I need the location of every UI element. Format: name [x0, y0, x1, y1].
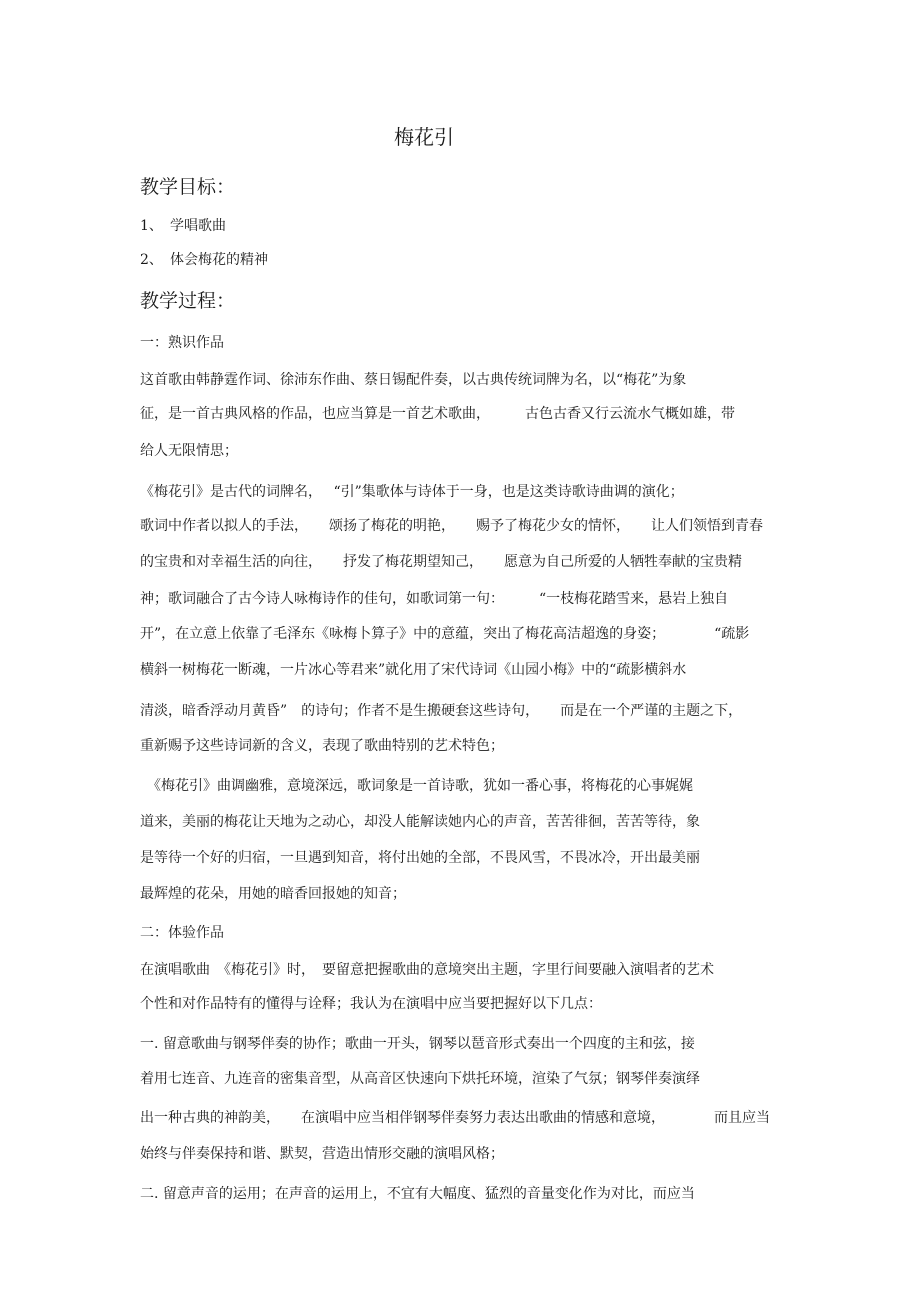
paragraph-line: 开”，在立意上依靠了毛泽东《咏梅卜算子》中的意蕴，突出了梅花高洁超逸的身姿； “疏影: [140, 626, 750, 642]
paragraph-line: 横斜一树梅花一断魂，一片冰心等君来”就化用了宋代诗词《山园小梅》中的“疏影横斜水: [140, 662, 687, 678]
paragraph-line: 给人无限情思；: [140, 443, 238, 459]
paragraph-line: 在演唱歌曲 《梅花引》时， 要留意把握歌曲的意境突出主题，字里行间要融入演唱者的艺术: [140, 962, 714, 978]
page-title: 梅花引: [394, 125, 454, 149]
paragraph-line: 歌词中作者以拟人的手法， 颂扬了梅花的明艳， 赐予了梅花少女的情怀， 让人们领悟到青春: [140, 518, 763, 534]
objective-number: 2、: [140, 252, 163, 268]
paragraph-line: 《梅花引》是古代的词牌名， “引”集歌体与诗体于一身，也是这类诗歌诗曲调的演化；: [140, 484, 684, 500]
paragraph-line: 一. 留意歌曲与钢琴伴奏的协作；歌曲一开头，钢琴以琶音形式奏出一个四度的主和弦，接: [140, 1036, 695, 1052]
paragraph-line: 出一种古典的神韵美， 在演唱中应当相伴钢琴伴奏努力表达出歌曲的情感和意境， 而且应当: [140, 1110, 770, 1126]
section-heading-2: 二：体验作品: [140, 925, 224, 941]
paragraph-line: 个性和对作品特有的懂得与诠释；我认为在演唱中应当要把握好以下几点：: [140, 996, 602, 1012]
paragraph-line: 这首歌由韩静霆作词、徐沛东作曲、蔡日锡配件奏，以古典传统词牌为名，以“梅花”为象: [140, 372, 687, 388]
objective-number: 1、: [140, 218, 163, 234]
paragraph-line: 神；歌词融合了古今诗人咏梅诗作的佳句，如歌词第一句： “一枝梅花踏雪来，悬岩上独自: [140, 591, 729, 607]
paragraph-line: 最辉煌的花朵，用她的暗香回报她的知音；: [140, 886, 406, 902]
paragraph-line: 是等待一个好的归宿，一旦遇到知音，将付出她的全部，不畏风雪，不畏冰冷，开出最美丽: [140, 850, 700, 866]
objectives-heading: 教学目标：: [140, 176, 236, 198]
paragraph-line: 征，是一首古典风格的作品，也应当算是一首艺术歌曲， 古色古香又行云流水气概如雄，带: [140, 406, 735, 422]
paragraph-line: 着用七连音、九连音的密集音型，从高音区快速向下烘托环境，渲染了气氛；钢琴伴奏演绎: [140, 1071, 700, 1087]
objective-item-2: [140, 250, 268, 270]
paragraph-line: 重新赐予这些诗词新的含义，表现了歌曲特别的艺术特色；: [140, 738, 504, 754]
process-heading: 教学过程：: [140, 290, 236, 312]
paragraph-line: 的宝贵和对幸福生活的向往， 抒发了梅花期望知己， 愿意为自己所爱的人牺牲奉献的宝贵精: [140, 554, 742, 570]
objective-text: 体会梅花的精神: [170, 252, 268, 268]
paragraph-line: 清淡，暗香浮动月黄昏” 的诗句；作者不是生搬硬套这些诗句， 而是在一个严谨的主题之下，: [140, 703, 743, 719]
paragraph-line: 《梅花引》曲调幽雅，意境深远，歌词象是一首诗歌，犹如一番心事，将梅花的心事娓娓: [140, 778, 693, 794]
paragraph-line: 道来，美丽的梅花让天地为之动心，却没人能解读她内心的声音，苦苦徘徊，苦苦等待，象: [140, 814, 700, 830]
objective-item-1: [140, 216, 226, 236]
objective-text: 学唱歌曲: [170, 218, 226, 234]
section-heading-1: 一：熟识作品: [140, 335, 224, 351]
paragraph-line: 二. 留意声音的运用；在声音的运用上，不宜有大幅度、猛烈的音量变化作为对比，而应当: [140, 1186, 695, 1202]
paragraph-line: 始终与伴奏保持和谐、默契，营造出情形交融的演唱风格；: [140, 1146, 504, 1162]
